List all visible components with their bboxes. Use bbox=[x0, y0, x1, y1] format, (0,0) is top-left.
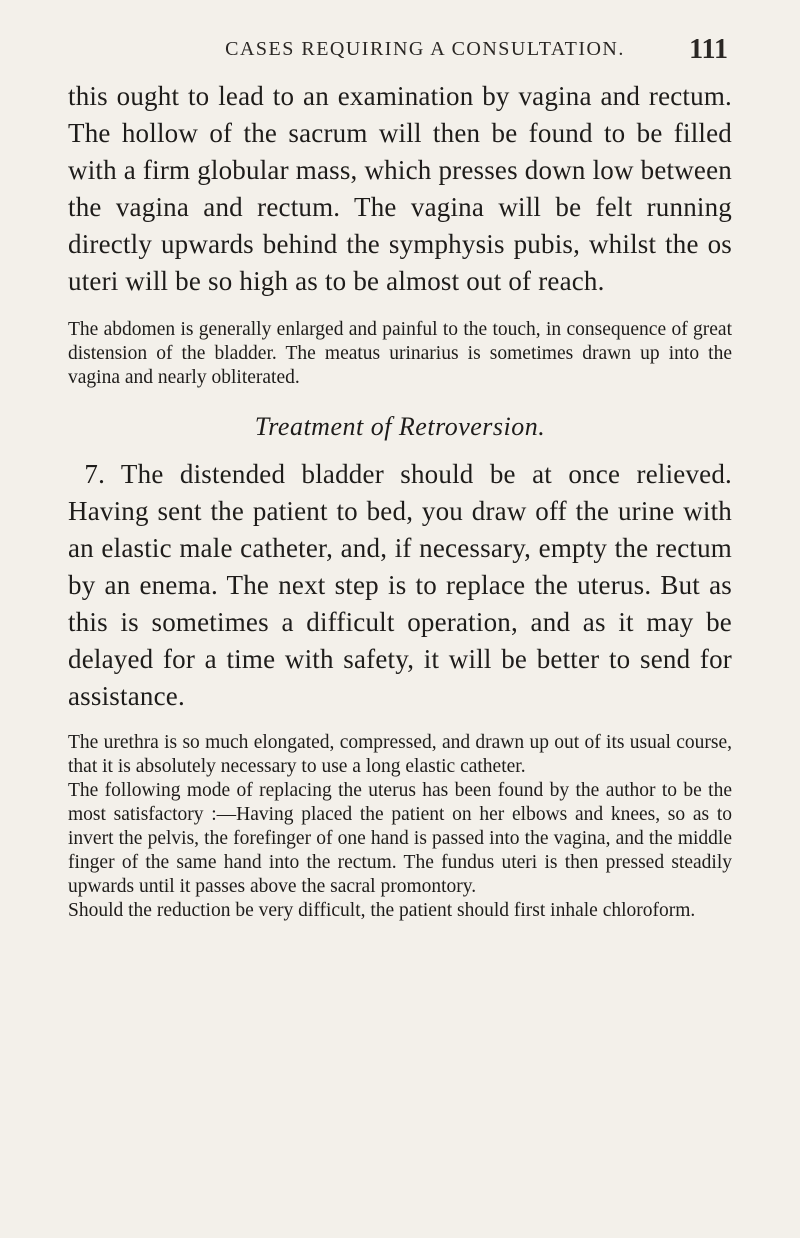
body-paragraph-2 bbox=[68, 456, 732, 715]
small-note-1: The abdomen is generally enlarged and painful to the touch, in consequence of great distension of the bladder. The meatus urinarius is sometimes drawn up into the vagina and nearly obliterated. bbox=[68, 319, 732, 388]
paragraph-number: 7. bbox=[84, 459, 106, 489]
small-note-3: The following mode of replacing the uterus has been found by the author to be the most satisfactory :—Having placed the patient on her elbows and knees, so as to invert the pelvis, the forefinger of one hand is passed into the vagina, and the middle finger of the same hand into the rectum. The fundus uteri is then pressed steadily upwards until it passes above the sacral promontory. bbox=[68, 780, 732, 897]
section-heading: Treatment of Retroversion. bbox=[254, 412, 546, 441]
small-note-4: Should the reduction be very difficult, the patient should first inhale chloroform. bbox=[68, 900, 696, 921]
page-number: 111 bbox=[689, 34, 728, 65]
body-paragraph-2-text: The distended bladder should be at once relieved. Having sent the patient to bed, you draw off the urine with an elastic male catheter, and, if necessary, empty the rectum by an enema. The next step is to replace the uterus. But as this is sometimes a difficult operation, and as it may be delayed for a time with safety, it will be better to send for assistance. bbox=[68, 459, 732, 711]
small-note-2: The urethra is so much elongated, compressed, and drawn up out of its usual course, that it is absolutely necessary to use a long elastic catheter. bbox=[68, 732, 732, 777]
running-head bbox=[68, 34, 732, 78]
running-head-title: CASES REQUIRING A CONSULTATION. bbox=[225, 38, 625, 60]
body-paragraph-1: this ought to lead to an examination by vagina and rectum. The hollow of the sacrum will then be found to be filled with a firm globular mass, which presses down low between the vagina and rectum. The vagina will be felt running directly upwards behind the symphysis pubis, whilst the os uteri will be so high as to be almost out of reach. bbox=[68, 81, 732, 296]
book-page bbox=[68, 34, 732, 923]
